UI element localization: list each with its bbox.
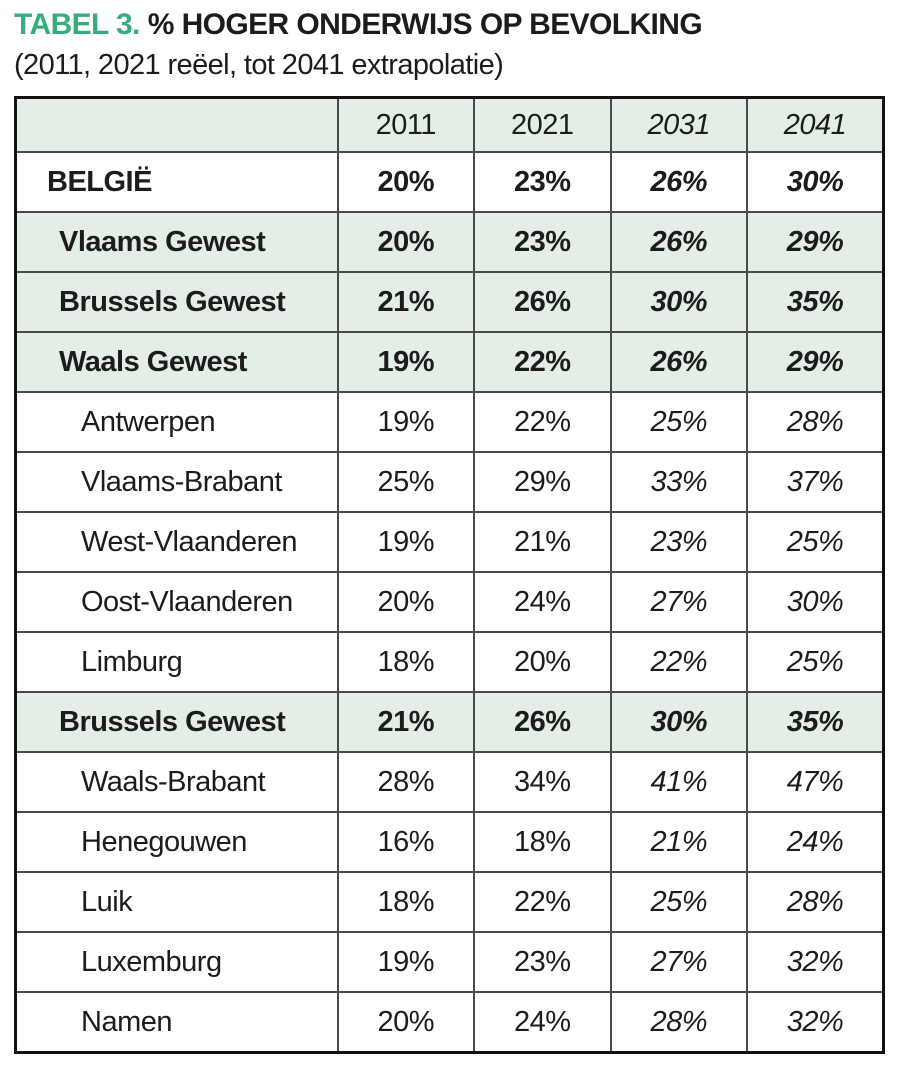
value-cell-2011: 28% [338, 752, 474, 812]
value-cell-2021: 23% [474, 152, 610, 212]
value-cell-2041: 29% [747, 332, 884, 392]
value-cell-2011: 20% [338, 152, 474, 212]
value-cell-2021: 21% [474, 512, 610, 572]
value-cell-2021: 23% [474, 932, 610, 992]
table-row [16, 632, 884, 692]
value-cell-2041: 35% [747, 272, 884, 332]
value-cell-2041: 32% [747, 992, 884, 1053]
value-cell-2031: 21% [611, 812, 747, 872]
value-cell-2011: 20% [338, 212, 474, 272]
value-cell-2031: 23% [611, 512, 747, 572]
table-row [16, 272, 884, 332]
value-cell-2021: 24% [474, 572, 610, 632]
row-label: Waals-Brabant [16, 752, 338, 812]
value-cell-2011: 21% [338, 692, 474, 752]
table-subtitle: (2011, 2021 reëel, tot 2041 extrapolatie) [14, 48, 504, 81]
page-title [14, 6, 886, 44]
value-cell-2041: 28% [747, 872, 884, 932]
value-cell-2031: 26% [611, 212, 747, 272]
value-cell-2011: 21% [338, 272, 474, 332]
table-row [16, 152, 884, 212]
row-label: BELGIË [16, 152, 338, 212]
table-row [16, 992, 884, 1053]
value-cell-2031: 25% [611, 392, 747, 452]
value-cell-2031: 25% [611, 872, 747, 932]
table-row [16, 692, 884, 752]
row-label: Limburg [16, 632, 338, 692]
value-cell-2021: 23% [474, 212, 610, 272]
value-cell-2041: 35% [747, 692, 884, 752]
table-row [16, 872, 884, 932]
table-row [16, 752, 884, 812]
row-label: Luik [16, 872, 338, 932]
value-cell-2021: 29% [474, 452, 610, 512]
value-cell-2031: 26% [611, 332, 747, 392]
value-cell-2021: 22% [474, 392, 610, 452]
value-cell-2031: 41% [611, 752, 747, 812]
value-cell-2041: 30% [747, 572, 884, 632]
row-label: Brussels Gewest [16, 272, 338, 332]
value-cell-2011: 20% [338, 992, 474, 1053]
table-header [16, 98, 884, 153]
value-cell-2011: 19% [338, 392, 474, 452]
table-title-text: % HOGER ONDERWIJS OP BEVOLKING [147, 8, 703, 41]
value-cell-2031: 33% [611, 452, 747, 512]
value-cell-2021: 22% [474, 872, 610, 932]
value-cell-2011: 19% [338, 332, 474, 392]
value-cell-2041: 29% [747, 212, 884, 272]
table-row [16, 392, 884, 452]
row-label: Vlaams-Brabant [16, 452, 338, 512]
value-cell-2011: 19% [338, 932, 474, 992]
value-cell-2031: 30% [611, 692, 747, 752]
value-cell-2041: 25% [747, 632, 884, 692]
table-row [16, 212, 884, 272]
value-cell-2021: 34% [474, 752, 610, 812]
row-label: Waals Gewest [16, 332, 338, 392]
value-cell-2041: 24% [747, 812, 884, 872]
value-cell-2011: 25% [338, 452, 474, 512]
table-row [16, 812, 884, 872]
value-cell-2041: 37% [747, 452, 884, 512]
header-cell-2011: 2011 [338, 98, 474, 153]
value-cell-2011: 20% [338, 572, 474, 632]
value-cell-2011: 18% [338, 872, 474, 932]
table-row [16, 452, 884, 512]
value-cell-2041: 30% [747, 152, 884, 212]
value-cell-2041: 32% [747, 932, 884, 992]
header-cell-2031: 2031 [611, 98, 747, 153]
table-row [16, 512, 884, 572]
row-label: Antwerpen [16, 392, 338, 452]
value-cell-2041: 25% [747, 512, 884, 572]
value-cell-2011: 16% [338, 812, 474, 872]
value-cell-2031: 28% [611, 992, 747, 1053]
row-label: Luxemburg [16, 932, 338, 992]
value-cell-2031: 27% [611, 932, 747, 992]
value-cell-2021: 26% [474, 272, 610, 332]
row-label: Namen [16, 992, 338, 1053]
value-cell-2031: 26% [611, 152, 747, 212]
table-row [16, 932, 884, 992]
table-row [16, 572, 884, 632]
row-label: West-Vlaanderen [16, 512, 338, 572]
header-cell-2021: 2021 [474, 98, 610, 153]
row-label: Brussels Gewest [16, 692, 338, 752]
row-label: Oost-Vlaanderen [16, 572, 338, 632]
value-cell-2021: 20% [474, 632, 610, 692]
row-label: Vlaams Gewest [16, 212, 338, 272]
value-cell-2041: 47% [747, 752, 884, 812]
header-corner-cell [16, 98, 338, 153]
value-cell-2031: 22% [611, 632, 747, 692]
data-table [14, 96, 885, 1054]
value-cell-2021: 26% [474, 692, 610, 752]
header-row [16, 98, 884, 153]
value-cell-2021: 24% [474, 992, 610, 1053]
table-body [16, 152, 884, 1053]
header-cell-2041: 2041 [747, 98, 884, 153]
row-label: Henegouwen [16, 812, 338, 872]
table-number-label: TABEL 3. [14, 8, 140, 41]
value-cell-2011: 19% [338, 512, 474, 572]
value-cell-2021: 22% [474, 332, 610, 392]
value-cell-2021: 18% [474, 812, 610, 872]
value-cell-2031: 30% [611, 272, 747, 332]
table-row [16, 332, 884, 392]
value-cell-2031: 27% [611, 572, 747, 632]
value-cell-2011: 18% [338, 632, 474, 692]
value-cell-2041: 28% [747, 392, 884, 452]
